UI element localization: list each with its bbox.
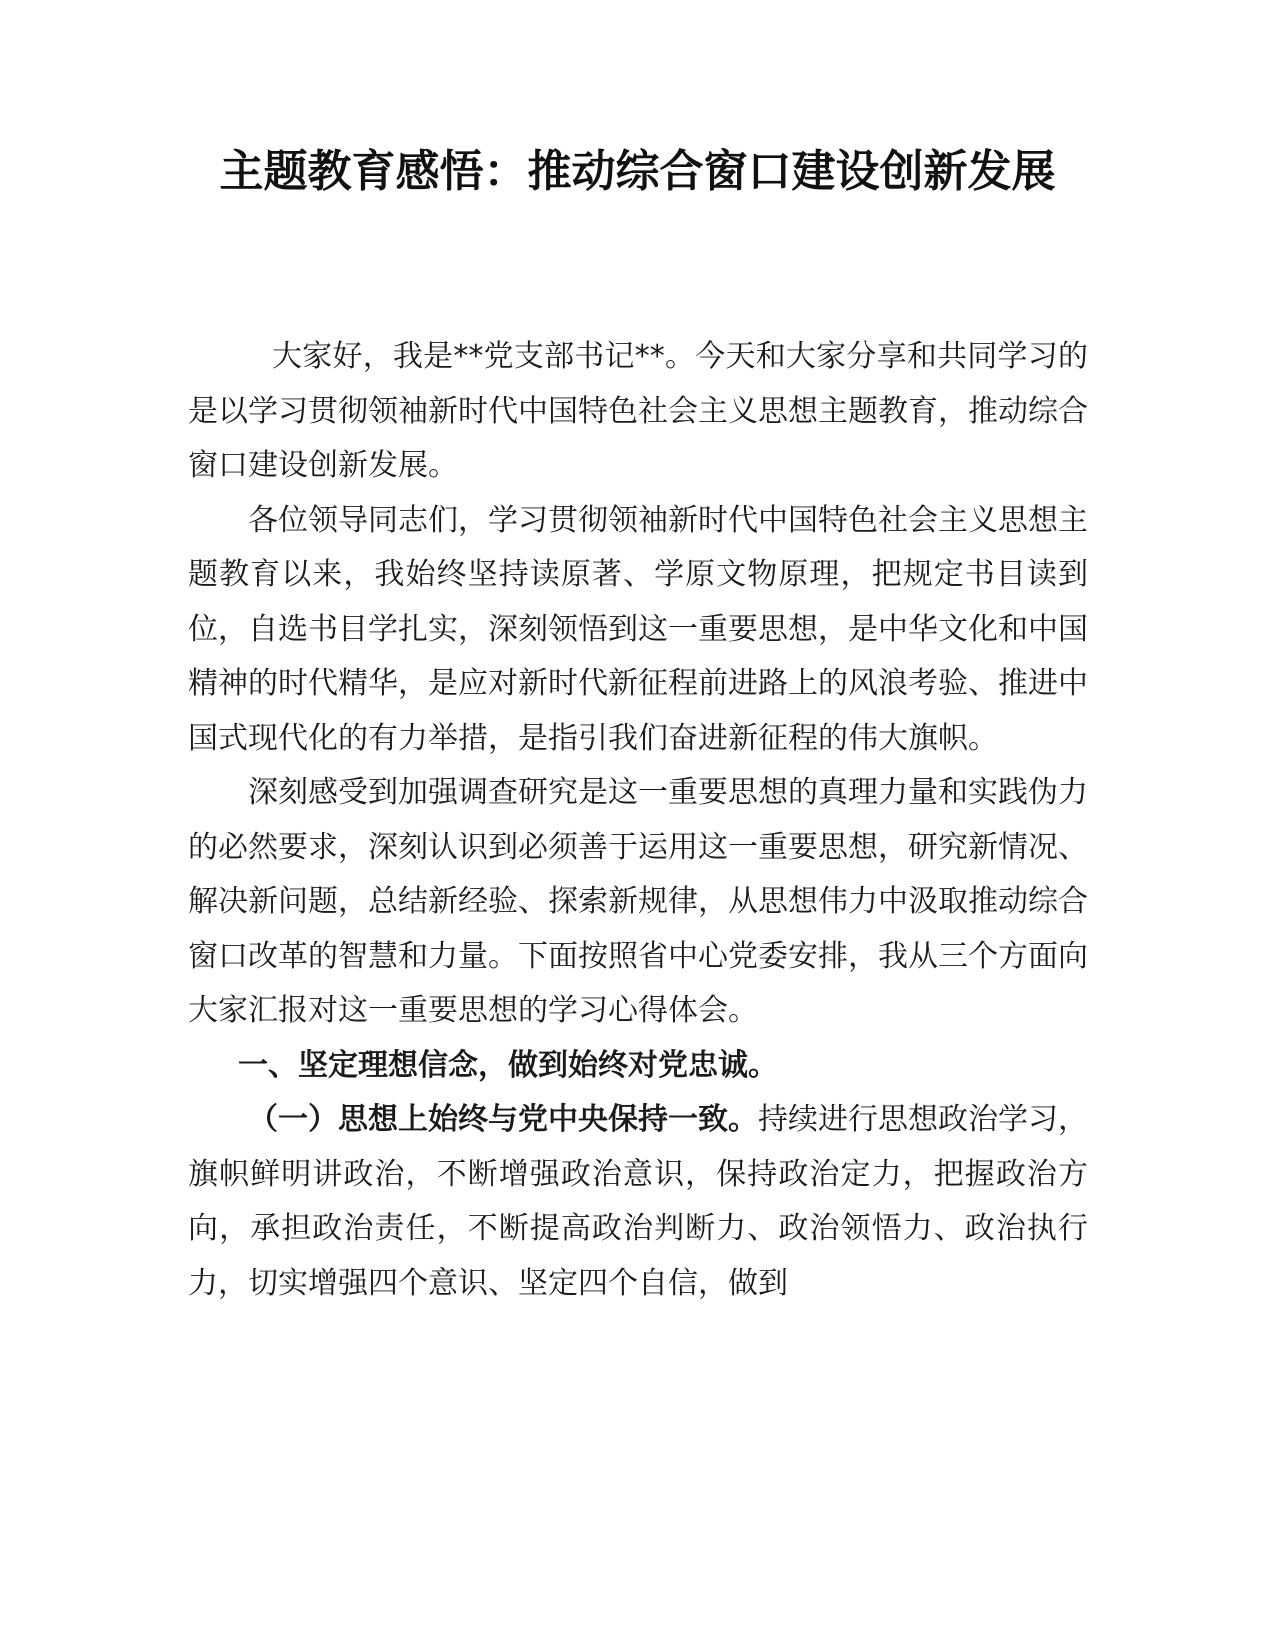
subsection-text-1: 持续进行思想政治学习，旗帜鲜明讲政治，不断增强政治意识，保持政治定力，把握政治方向，承担政治责任，不断提高政治判断力、政治领悟力、政治执行力，切实增强四个意识、坚定四个自信，做到 [188, 1102, 1088, 1301]
paragraph-research: 深刻感受到加强调查研究是这一重要思想的真理力量和实践伪力的必然要求，深刻认识到必须善于运用这一重要思想，研究新情况、解决新问题，总结新经验、探索新规律，从思想伟力中汲取推动综合窗口改革的智慧和力量。下面按照省中心党委安排，我从三个方面向大家汇报对这一重要思想的学习心得体会。 [188, 775, 1088, 1028]
paragraph-intro: 大家好，我是**党支部书记**。今天和大家分享和共同学习的是以学习贯彻领袖新时代中国特色社会主义思想主题教育，推动综合窗口建设创新发展。 [188, 339, 1088, 483]
section-heading-1: 一、坚定理想信念，做到始终对党忠诚。 [238, 1047, 778, 1083]
subsection-heading-1: （一）思想上始终与党中央保持一致。 [248, 1102, 758, 1137]
document-title: 主题教育感悟：推动综合窗口建设创新发展 [219, 146, 1056, 197]
document-body [188, 330, 1088, 1311]
paragraph-subsection-1 [188, 1093, 1088, 1311]
paragraph-study: 各位领导同志们，学习贯彻领袖新时代中国特色社会主义思想主题教育以来，我始终坚持读原著、学原文物原理，把规定书目读到位，自选书目学扎实，深刻领悟到这一重要思想，是中华文化和中国精神的时代精华，是应对新时代新征程前进路上的风浪考验、推进中国式现代化的有力举措，是指引我们奋进新征程的伟大旗帜。 [188, 502, 1088, 756]
